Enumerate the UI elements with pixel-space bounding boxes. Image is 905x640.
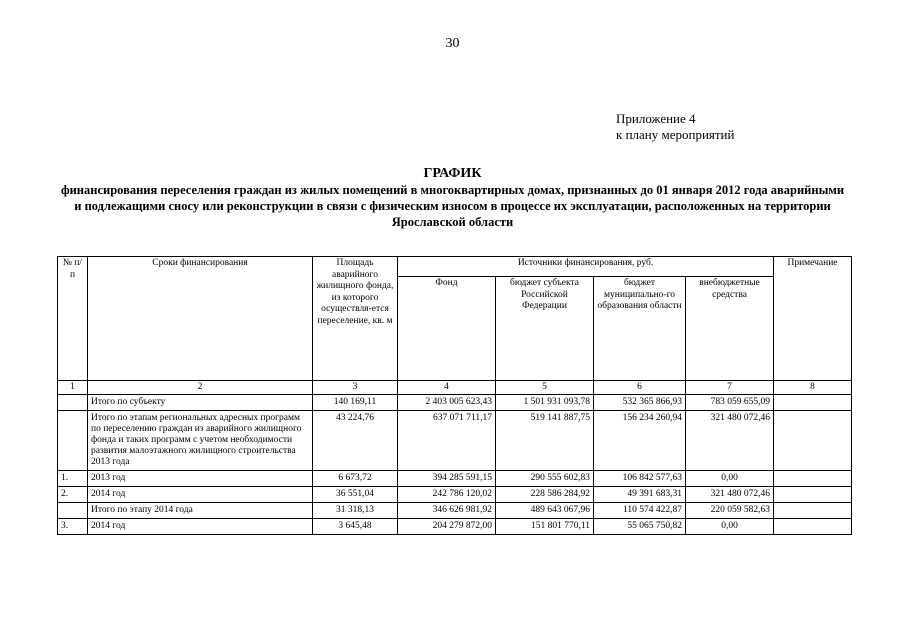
cell-period: 2014 год xyxy=(88,487,313,503)
cell-area: 31 318,13 xyxy=(313,503,398,519)
cell-municipal: 532 365 866,93 xyxy=(594,395,686,411)
document-title: ГРАФИК xyxy=(423,166,482,181)
cell-num: 3. xyxy=(58,519,88,535)
table-row xyxy=(58,503,852,519)
appendix-line-1: Приложение 4 xyxy=(616,111,696,126)
cell-fund: 346 626 981,92 xyxy=(398,503,496,519)
cell-extrabudget: 321 480 072,46 xyxy=(686,411,774,471)
cell-extrabudget: 0,00 xyxy=(686,519,774,535)
cell-extrabudget: 220 059 582,63 xyxy=(686,503,774,519)
cell-extrabudget: 321 480 072,46 xyxy=(686,487,774,503)
cell-fund: 637 071 711,17 xyxy=(398,411,496,471)
header-fund: Фонд xyxy=(398,277,496,381)
header-note: Примечание xyxy=(774,257,852,381)
cell-extrabudget: 783 059 655,09 xyxy=(686,395,774,411)
cell-regional: 290 555 602,83 xyxy=(496,471,594,487)
cell-note xyxy=(774,411,852,471)
column-number: 4 xyxy=(398,381,496,395)
cell-municipal: 55 065 750,82 xyxy=(594,519,686,535)
cell-num xyxy=(58,503,88,519)
cell-area: 140 169,11 xyxy=(313,395,398,411)
cell-period: 2014 год xyxy=(88,519,313,535)
cell-fund: 242 786 120,02 xyxy=(398,487,496,503)
column-number: 3 xyxy=(313,381,398,395)
cell-municipal: 106 842 577,63 xyxy=(594,471,686,487)
document-subtitle: финансирования переселения граждан из жилых помещений в многоквартирных домах, признанных до 01 января 2012 года аварийными и подлежащими сносу или реконструкции в связи с физическим износом в процессе их эксплуатации, расположенных на территории Ярославской области xyxy=(60,183,845,229)
header-regional: бюджет субъекта Российской Федерации xyxy=(496,277,594,381)
cell-period: Итого по этапам региональных адресных программ по переселению граждан из аварийного жилищного фонда и таких программ с учетом необходимости развития малоэтажного жилищного строительства 2013 года xyxy=(88,411,313,471)
column-number-row xyxy=(58,381,852,395)
cell-note xyxy=(774,395,852,411)
header-municipal: бюджет муниципально-го образования области xyxy=(594,277,686,381)
header-num: № п/п xyxy=(58,257,88,381)
cell-period: Итого по этапу 2014 года xyxy=(88,503,313,519)
table-row xyxy=(58,519,852,535)
appendix-line-2: к плану мероприятий xyxy=(616,127,735,142)
column-number: 5 xyxy=(496,381,594,395)
cell-fund: 2 403 005 623,43 xyxy=(398,395,496,411)
column-number: 8 xyxy=(774,381,852,395)
header-extrabudget: внебюджетные средства xyxy=(686,277,774,381)
cell-area: 36 551,04 xyxy=(313,487,398,503)
cell-note xyxy=(774,471,852,487)
cell-municipal: 49 391 683,31 xyxy=(594,487,686,503)
column-number: 6 xyxy=(594,381,686,395)
table-row xyxy=(58,395,852,411)
page-number: 30 xyxy=(445,36,460,51)
cell-num xyxy=(58,395,88,411)
table-row xyxy=(58,487,852,503)
table-header xyxy=(58,257,852,395)
cell-period: 2013 год xyxy=(88,471,313,487)
cell-note xyxy=(774,519,852,535)
table-row xyxy=(58,411,852,471)
cell-municipal: 156 234 260,94 xyxy=(594,411,686,471)
cell-regional: 1 501 931 093,78 xyxy=(496,395,594,411)
title-block xyxy=(60,166,845,230)
table-body xyxy=(58,395,852,535)
cell-area: 43 224,76 xyxy=(313,411,398,471)
cell-fund: 394 285 591,15 xyxy=(398,471,496,487)
header-sources: Источники финансирования, руб. xyxy=(398,257,774,277)
cell-num: 2. xyxy=(58,487,88,503)
cell-area: 3 645,48 xyxy=(313,519,398,535)
column-number: 7 xyxy=(686,381,774,395)
column-number: 1 xyxy=(58,381,88,395)
cell-regional: 151 801 770,11 xyxy=(496,519,594,535)
cell-extrabudget: 0,00 xyxy=(686,471,774,487)
column-number: 2 xyxy=(88,381,313,395)
cell-regional: 489 643 067,96 xyxy=(496,503,594,519)
header-area: Площадь аварийного жилищного фонда, из которого осуществля-ется переселение, кв. м xyxy=(313,257,398,381)
cell-note xyxy=(774,487,852,503)
cell-num: 1. xyxy=(58,471,88,487)
cell-regional: 228 586 284,92 xyxy=(496,487,594,503)
cell-municipal: 110 574 422,87 xyxy=(594,503,686,519)
header-period: Сроки финансирования xyxy=(88,257,313,381)
table-row xyxy=(58,471,852,487)
financing-table xyxy=(57,256,852,535)
cell-fund: 204 279 872,00 xyxy=(398,519,496,535)
cell-area: 6 673,72 xyxy=(313,471,398,487)
cell-num xyxy=(58,411,88,471)
cell-regional: 519 141 887,75 xyxy=(496,411,594,471)
cell-period: Итого по субъекту xyxy=(88,395,313,411)
cell-note xyxy=(774,503,852,519)
appendix-note xyxy=(616,111,734,143)
